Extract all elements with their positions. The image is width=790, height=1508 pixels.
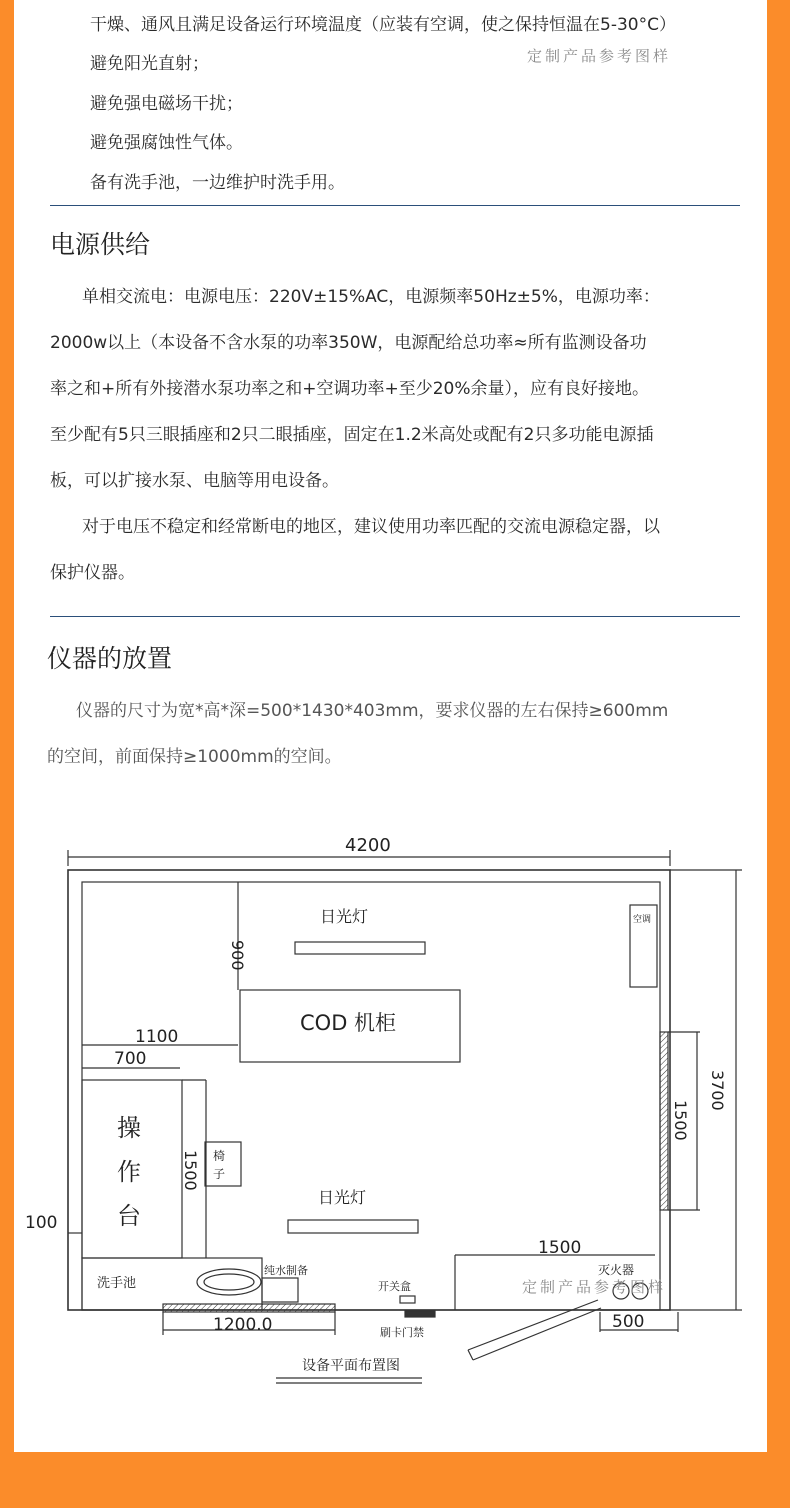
water-device-label: 纯水制备 bbox=[264, 1264, 308, 1277]
console-char-3: 台 bbox=[117, 1202, 141, 1230]
power-line-5: 板，可以扩接水泵、电脑等用电设备。 bbox=[50, 471, 339, 491]
placement-line-1: 仪器的尺寸为宽*高*深=500*1430*403mm，要求仪器的左右保持≥600mm bbox=[76, 701, 669, 721]
switch-box-label: 开关盒 bbox=[378, 1280, 411, 1293]
cod-cabinet-label: COD 机柜 bbox=[300, 1011, 397, 1035]
placement-heading: 仪器的放置 bbox=[47, 644, 173, 673]
placement-line-2: 的空间，前面保持≥1000mm的空间。 bbox=[47, 747, 342, 767]
env-line-1: 干燥、通风且满足设备运行环境温度（应装有空调，使之保持恒温在5-30°C） bbox=[90, 15, 676, 35]
power-heading: 电源供给 bbox=[50, 230, 151, 259]
dim-height: 3700 bbox=[708, 1070, 727, 1111]
dim-width: 4200 bbox=[345, 835, 391, 856]
dim-1100: 1100 bbox=[135, 1027, 179, 1047]
ac-label: 空调 bbox=[633, 915, 652, 925]
section-divider bbox=[50, 205, 740, 206]
plan-watermark: 定制产品参考图样 bbox=[522, 1278, 667, 1296]
chair-char-2: 子 bbox=[213, 1167, 226, 1181]
power-line-4: 至少配有5只三眼插座和2只二眼插座，固定在1.2米高处或配有2只多功能电源插 bbox=[50, 425, 654, 445]
env-line-4: 避免强腐蚀性气体。 bbox=[90, 133, 243, 153]
power-line-6: 对于电压不稳定和经常断电的地区，建议使用功率匹配的交流电源稳定器，以 bbox=[82, 517, 660, 537]
dim-900: 900 bbox=[228, 940, 247, 971]
watermark: 定制产品参考图样 bbox=[527, 47, 672, 65]
console-char-1: 操 bbox=[117, 1114, 141, 1142]
power-line-1: 单相交流电：电源电压：220V±15%AC，电源频率50Hz±5%，电源功率： bbox=[82, 287, 660, 307]
dim-700: 700 bbox=[114, 1049, 147, 1069]
power-line-3: 率之和+所有外接潜水泵功率之和+空调功率+至少20%余量），应有良好接地。 bbox=[50, 379, 650, 399]
lamp-bottom-label: 日光灯 bbox=[318, 1188, 367, 1207]
power-line-7: 保护仪器。 bbox=[50, 563, 135, 583]
dim-500: 500 bbox=[612, 1312, 645, 1332]
console-char-2: 作 bbox=[117, 1158, 141, 1186]
dim-100: 100 bbox=[25, 1213, 58, 1233]
door-label: 刷卡门禁 bbox=[380, 1326, 424, 1339]
dim-1500-right: 1500 bbox=[671, 1100, 690, 1141]
lamp-top-label: 日光灯 bbox=[320, 907, 369, 926]
dim-1500-left: 1500 bbox=[181, 1150, 200, 1191]
power-line-2: 2000w以上（本设备不含水泵的功率350W，电源配给总功率≈所有监测设备功 bbox=[50, 333, 647, 353]
env-line-2: 避免阳光直射； bbox=[90, 54, 209, 74]
extinguisher-label: 灭火器 bbox=[598, 1263, 635, 1277]
section-divider bbox=[50, 616, 740, 617]
dim-1500-bottom: 1500 bbox=[538, 1238, 582, 1258]
floor-plan-drawing bbox=[0, 820, 790, 1400]
dim-1200: 1200.0 bbox=[213, 1315, 273, 1335]
plan-caption: 设备平面布置图 bbox=[302, 1358, 400, 1374]
chair-char-1: 椅 bbox=[213, 1149, 226, 1163]
env-line-3: 避免强电磁场干扰； bbox=[90, 94, 243, 114]
env-line-5: 备有洗手池，一边维护时洗手用。 bbox=[90, 173, 345, 193]
sink-label: 洗手池 bbox=[97, 1276, 137, 1291]
